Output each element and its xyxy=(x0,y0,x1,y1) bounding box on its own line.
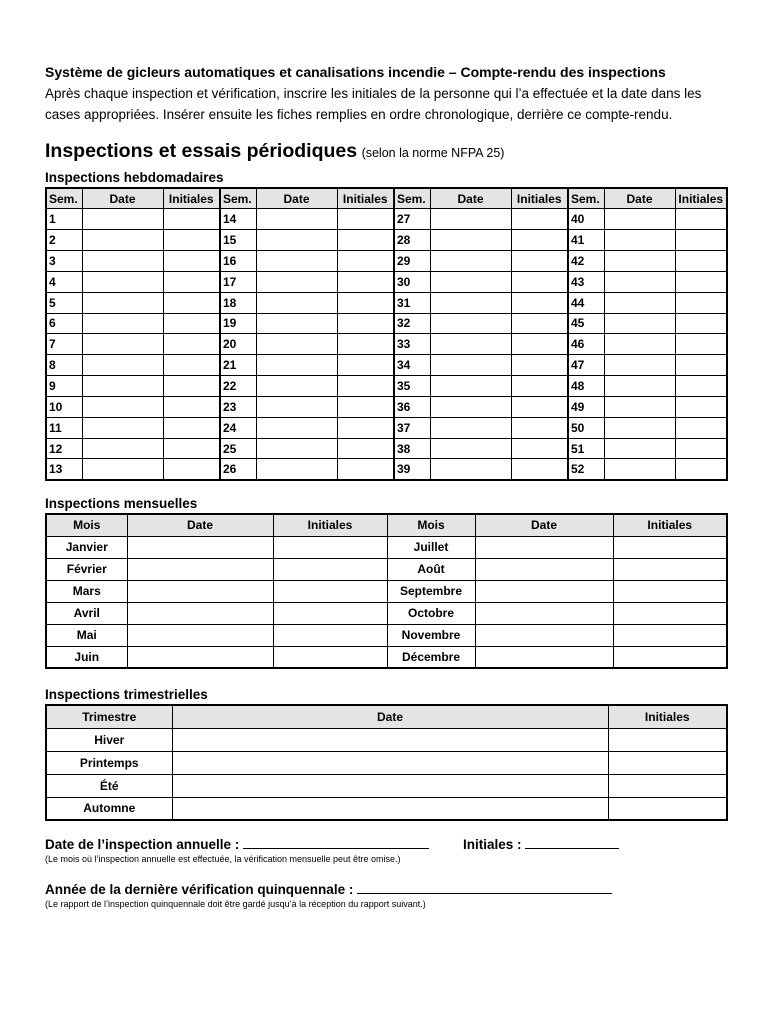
week-number: 50 xyxy=(568,417,604,438)
week-initials-cell[interactable] xyxy=(511,459,568,480)
month-initials-cell[interactable] xyxy=(273,602,387,624)
week-date-cell[interactable] xyxy=(430,271,511,292)
month-date-cell[interactable] xyxy=(475,580,613,602)
week-number: 28 xyxy=(394,230,430,251)
annual-initials-line xyxy=(463,837,619,852)
week-initials-cell[interactable] xyxy=(675,459,727,480)
weekly-col-initials-4: Initiales xyxy=(675,188,727,209)
week-number: 6 xyxy=(46,313,82,334)
month-date-cell[interactable] xyxy=(475,558,613,580)
table-row xyxy=(46,251,727,272)
week-number: 42 xyxy=(568,251,604,272)
week-initials-cell[interactable] xyxy=(511,209,568,230)
weekly-header-row xyxy=(46,188,727,209)
week-date-cell[interactable] xyxy=(430,292,511,313)
week-number: 37 xyxy=(394,417,430,438)
monthly-col-initials-2: Initiales xyxy=(613,514,727,536)
week-date-cell[interactable] xyxy=(604,313,675,334)
week-initials-cell[interactable] xyxy=(675,271,727,292)
week-date-cell[interactable] xyxy=(604,355,675,376)
week-date-cell[interactable] xyxy=(430,313,511,334)
month-initials-cell[interactable] xyxy=(273,558,387,580)
week-initials-cell[interactable] xyxy=(337,271,394,292)
week-initials-cell[interactable] xyxy=(163,396,220,417)
month-date-cell[interactable] xyxy=(127,646,273,668)
quarter-initials-cell[interactable] xyxy=(608,797,727,820)
week-date-cell[interactable] xyxy=(256,313,337,334)
month-name: Novembre xyxy=(387,624,475,646)
week-number: 48 xyxy=(568,376,604,397)
week-date-cell[interactable] xyxy=(82,251,163,272)
section-heading-title: Inspections et essais périodiques xyxy=(45,140,358,162)
annual-inspection-date-field[interactable] xyxy=(243,837,429,849)
week-initials-cell[interactable] xyxy=(337,438,394,459)
table-row xyxy=(46,558,727,580)
quarter-name: Automne xyxy=(46,797,172,820)
week-initials-cell[interactable] xyxy=(511,438,568,459)
table-row xyxy=(46,602,727,624)
week-date-cell[interactable] xyxy=(256,417,337,438)
week-initials-cell[interactable] xyxy=(163,251,220,272)
month-date-cell[interactable] xyxy=(127,580,273,602)
month-date-cell[interactable] xyxy=(475,536,613,558)
week-initials-cell[interactable] xyxy=(511,396,568,417)
table-row xyxy=(46,355,727,376)
week-initials-cell[interactable] xyxy=(675,417,727,438)
week-initials-cell[interactable] xyxy=(337,251,394,272)
annual-inspection-label: Date de l’inspection annuelle : xyxy=(45,837,240,852)
table-row xyxy=(46,271,727,292)
month-initials-cell[interactable] xyxy=(273,646,387,668)
month-name: Janvier xyxy=(46,536,127,558)
weekly-col-initials-1: Initiales xyxy=(163,188,220,209)
monthly-section-label: Inspections mensuelles xyxy=(45,496,198,511)
week-initials-cell[interactable] xyxy=(511,376,568,397)
week-date-cell[interactable] xyxy=(430,334,511,355)
week-date-cell[interactable] xyxy=(430,417,511,438)
week-number: 13 xyxy=(46,459,82,480)
weekly-col-sem-4: Sem. xyxy=(568,188,604,209)
week-date-cell[interactable] xyxy=(430,396,511,417)
table-row xyxy=(46,230,727,251)
week-initials-cell[interactable] xyxy=(163,209,220,230)
week-number: 22 xyxy=(220,376,256,397)
week-number: 2 xyxy=(46,230,82,251)
quarterly-col-quarter: Trimestre xyxy=(46,705,172,728)
week-initials-cell[interactable] xyxy=(337,209,394,230)
week-date-cell[interactable] xyxy=(82,355,163,376)
week-initials-cell[interactable] xyxy=(163,376,220,397)
month-name: Septembre xyxy=(387,580,475,602)
week-initials-cell[interactable] xyxy=(511,271,568,292)
week-number: 45 xyxy=(568,313,604,334)
week-number: 44 xyxy=(568,292,604,313)
quarter-initials-cell[interactable] xyxy=(608,728,727,751)
week-date-cell[interactable] xyxy=(82,376,163,397)
week-date-cell[interactable] xyxy=(256,209,337,230)
week-initials-cell[interactable] xyxy=(337,376,394,397)
table-row xyxy=(46,438,727,459)
week-number: 15 xyxy=(220,230,256,251)
week-date-cell[interactable] xyxy=(604,396,675,417)
quarterly-col-date: Date xyxy=(172,705,608,728)
week-number: 16 xyxy=(220,251,256,272)
month-name: Mars xyxy=(46,580,127,602)
week-date-cell[interactable] xyxy=(604,209,675,230)
week-date-cell[interactable] xyxy=(430,251,511,272)
table-row xyxy=(46,646,727,668)
week-number: 17 xyxy=(220,271,256,292)
week-initials-cell[interactable] xyxy=(337,355,394,376)
annual-inspection-line xyxy=(45,837,429,852)
month-initials-cell[interactable] xyxy=(613,558,727,580)
week-number: 41 xyxy=(568,230,604,251)
table-row xyxy=(46,417,727,438)
quarterly-header-row xyxy=(46,705,727,728)
week-number: 29 xyxy=(394,251,430,272)
week-date-cell[interactable] xyxy=(256,271,337,292)
week-number: 9 xyxy=(46,376,82,397)
week-initials-cell[interactable] xyxy=(163,438,220,459)
week-number: 4 xyxy=(46,271,82,292)
five-year-check-note: (Le rapport de l’inspection quinquennale doit être gardé jusqu’à la réception du rapport suivant.) xyxy=(45,899,426,909)
week-initials-cell[interactable] xyxy=(337,230,394,251)
week-date-cell[interactable] xyxy=(430,438,511,459)
week-initials-cell[interactable] xyxy=(163,355,220,376)
week-date-cell[interactable] xyxy=(256,251,337,272)
quarter-date-cell[interactable] xyxy=(172,774,608,797)
week-number: 35 xyxy=(394,376,430,397)
week-number: 14 xyxy=(220,209,256,230)
week-initials-cell[interactable] xyxy=(511,313,568,334)
week-date-cell[interactable] xyxy=(604,271,675,292)
weekly-col-date-4: Date xyxy=(604,188,675,209)
table-row xyxy=(46,376,727,397)
five-year-check-line xyxy=(45,882,612,897)
table-row xyxy=(46,536,727,558)
week-number: 27 xyxy=(394,209,430,230)
weekly-col-sem-1: Sem. xyxy=(46,188,82,209)
week-number: 32 xyxy=(394,313,430,334)
week-number: 1 xyxy=(46,209,82,230)
week-initials-cell[interactable] xyxy=(337,459,394,480)
month-date-cell[interactable] xyxy=(127,624,273,646)
week-initials-cell[interactable] xyxy=(511,292,568,313)
week-number: 51 xyxy=(568,438,604,459)
week-number: 31 xyxy=(394,292,430,313)
week-date-cell[interactable] xyxy=(82,230,163,251)
week-date-cell[interactable] xyxy=(604,334,675,355)
month-name: Juin xyxy=(46,646,127,668)
week-number: 25 xyxy=(220,438,256,459)
month-date-cell[interactable] xyxy=(475,624,613,646)
week-date-cell[interactable] xyxy=(430,209,511,230)
week-initials-cell[interactable] xyxy=(511,334,568,355)
week-number: 11 xyxy=(46,417,82,438)
week-date-cell[interactable] xyxy=(256,438,337,459)
table-row xyxy=(46,334,727,355)
weekly-col-date-3: Date xyxy=(430,188,511,209)
week-number: 18 xyxy=(220,292,256,313)
quarter-name: Printemps xyxy=(46,751,172,774)
weekly-col-initials-2: Initiales xyxy=(337,188,394,209)
week-number: 43 xyxy=(568,271,604,292)
month-initials-cell[interactable] xyxy=(273,536,387,558)
month-date-cell[interactable] xyxy=(475,602,613,624)
week-initials-cell[interactable] xyxy=(511,251,568,272)
week-date-cell[interactable] xyxy=(82,438,163,459)
week-initials-cell[interactable] xyxy=(337,313,394,334)
month-date-cell[interactable] xyxy=(475,646,613,668)
week-date-cell[interactable] xyxy=(256,292,337,313)
quarter-date-cell[interactable] xyxy=(172,797,608,820)
quarter-initials-cell[interactable] xyxy=(608,751,727,774)
annual-inspection-note: (Le mois où l’inspection annuelle est effectuée, la vérification mensuelle peut être omise.) xyxy=(45,854,401,864)
week-date-cell[interactable] xyxy=(82,313,163,334)
weekly-col-initials-3: Initiales xyxy=(511,188,568,209)
week-number: 19 xyxy=(220,313,256,334)
five-year-check-label: Année de la dernière vérification quinquennale : xyxy=(45,882,354,897)
monthly-col-month-1: Mois xyxy=(46,514,127,536)
week-initials-cell[interactable] xyxy=(337,292,394,313)
week-number: 20 xyxy=(220,334,256,355)
week-number: 30 xyxy=(394,271,430,292)
week-date-cell[interactable] xyxy=(604,251,675,272)
week-number: 12 xyxy=(46,438,82,459)
week-date-cell[interactable] xyxy=(82,459,163,480)
week-number: 47 xyxy=(568,355,604,376)
week-initials-cell[interactable] xyxy=(511,417,568,438)
monthly-header-row xyxy=(46,514,727,536)
document-title: Système de gicleurs automatiques et canalisations incendie – Compte-rendu des inspections xyxy=(45,64,666,80)
month-initials-cell[interactable] xyxy=(273,580,387,602)
week-date-cell[interactable] xyxy=(604,417,675,438)
week-number: 40 xyxy=(568,209,604,230)
week-initials-cell[interactable] xyxy=(675,396,727,417)
week-date-cell[interactable] xyxy=(430,355,511,376)
weekly-col-sem-3: Sem. xyxy=(394,188,430,209)
monthly-col-date-1: Date xyxy=(127,514,273,536)
week-date-cell[interactable] xyxy=(604,438,675,459)
week-initials-cell[interactable] xyxy=(163,459,220,480)
week-date-cell[interactable] xyxy=(604,230,675,251)
week-date-cell[interactable] xyxy=(430,459,511,480)
week-number: 33 xyxy=(394,334,430,355)
week-number: 23 xyxy=(220,396,256,417)
table-row xyxy=(46,624,727,646)
table-row xyxy=(46,580,727,602)
month-name: Octobre xyxy=(387,602,475,624)
quarter-date-cell[interactable] xyxy=(172,728,608,751)
week-date-cell[interactable] xyxy=(82,209,163,230)
week-initials-cell[interactable] xyxy=(511,230,568,251)
month-name: Décembre xyxy=(387,646,475,668)
week-date-cell[interactable] xyxy=(82,292,163,313)
week-number: 3 xyxy=(46,251,82,272)
month-name: Avril xyxy=(46,602,127,624)
month-initials-cell[interactable] xyxy=(273,624,387,646)
week-initials-cell[interactable] xyxy=(675,334,727,355)
intro-text-line-2: cases appropriées. Insérer ensuite les fiches remplies en ordre chronologique, derrière ce compte-rendu. xyxy=(45,107,673,122)
week-number: 24 xyxy=(220,417,256,438)
quarterly-col-initials: Initiales xyxy=(608,705,727,728)
week-initials-cell[interactable] xyxy=(675,355,727,376)
week-date-cell[interactable] xyxy=(82,271,163,292)
week-number: 34 xyxy=(394,355,430,376)
table-row xyxy=(46,774,727,797)
week-date-cell[interactable] xyxy=(430,376,511,397)
week-number: 46 xyxy=(568,334,604,355)
month-date-cell[interactable] xyxy=(127,602,273,624)
week-date-cell[interactable] xyxy=(256,376,337,397)
weekly-col-sem-2: Sem. xyxy=(220,188,256,209)
table-row xyxy=(46,313,727,334)
monthly-inspections-table xyxy=(45,513,728,669)
week-initials-cell[interactable] xyxy=(337,396,394,417)
week-number: 26 xyxy=(220,459,256,480)
table-row xyxy=(46,751,727,774)
week-number: 49 xyxy=(568,396,604,417)
weekly-col-date-1: Date xyxy=(82,188,163,209)
week-initials-cell[interactable] xyxy=(337,417,394,438)
week-number: 8 xyxy=(46,355,82,376)
month-name: Juillet xyxy=(387,536,475,558)
week-number: 38 xyxy=(394,438,430,459)
table-row xyxy=(46,292,727,313)
month-name: Août xyxy=(387,558,475,580)
table-row xyxy=(46,209,727,230)
month-initials-cell[interactable] xyxy=(613,624,727,646)
week-initials-cell[interactable] xyxy=(675,251,727,272)
quarter-name: Été xyxy=(46,774,172,797)
monthly-col-initials-1: Initiales xyxy=(273,514,387,536)
weekly-section-label: Inspections hebdomadaires xyxy=(45,170,224,185)
annual-initials-label: Initiales : xyxy=(463,837,522,852)
week-initials-cell[interactable] xyxy=(675,438,727,459)
intro-text-line-1: Après chaque inspection et vérification, inscrire les initiales de la personne qui l’a effectuée et la date dans les xyxy=(45,86,702,101)
week-initials-cell[interactable] xyxy=(163,230,220,251)
month-name: Mai xyxy=(46,624,127,646)
table-row xyxy=(46,459,727,480)
week-number: 21 xyxy=(220,355,256,376)
week-initials-cell[interactable] xyxy=(675,230,727,251)
week-date-cell[interactable] xyxy=(604,292,675,313)
section-heading-norm: (selon la norme NFPA 25) xyxy=(361,146,505,160)
week-initials-cell[interactable] xyxy=(163,271,220,292)
week-number: 39 xyxy=(394,459,430,480)
quarter-date-cell[interactable] xyxy=(172,751,608,774)
table-row xyxy=(46,797,727,820)
weekly-col-date-2: Date xyxy=(256,188,337,209)
week-initials-cell[interactable] xyxy=(675,313,727,334)
quarterly-inspections-table xyxy=(45,704,728,821)
monthly-col-month-2: Mois xyxy=(387,514,475,536)
week-initials-cell[interactable] xyxy=(337,334,394,355)
week-date-cell[interactable] xyxy=(256,230,337,251)
week-date-cell[interactable] xyxy=(604,459,675,480)
section-heading xyxy=(45,140,504,163)
week-number: 52 xyxy=(568,459,604,480)
week-number: 36 xyxy=(394,396,430,417)
week-initials-cell[interactable] xyxy=(675,376,727,397)
week-initials-cell[interactable] xyxy=(163,313,220,334)
week-initials-cell[interactable] xyxy=(675,292,727,313)
week-initials-cell[interactable] xyxy=(511,355,568,376)
annual-initials-field[interactable] xyxy=(525,837,619,849)
week-date-cell[interactable] xyxy=(256,334,337,355)
month-date-cell[interactable] xyxy=(127,558,273,580)
week-date-cell[interactable] xyxy=(256,355,337,376)
month-initials-cell[interactable] xyxy=(613,602,727,624)
five-year-check-year-field[interactable] xyxy=(357,882,612,894)
week-number: 5 xyxy=(46,292,82,313)
monthly-col-date-2: Date xyxy=(475,514,613,536)
week-date-cell[interactable] xyxy=(82,417,163,438)
week-date-cell[interactable] xyxy=(604,376,675,397)
weekly-inspections-table xyxy=(45,187,728,481)
week-initials-cell[interactable] xyxy=(163,292,220,313)
week-date-cell[interactable] xyxy=(82,396,163,417)
week-initials-cell[interactable] xyxy=(163,417,220,438)
quarter-initials-cell[interactable] xyxy=(608,774,727,797)
month-initials-cell[interactable] xyxy=(613,646,727,668)
week-number: 10 xyxy=(46,396,82,417)
quarterly-section-label: Inspections trimestrielles xyxy=(45,687,208,702)
table-row xyxy=(46,728,727,751)
week-date-cell[interactable] xyxy=(256,459,337,480)
week-date-cell[interactable] xyxy=(430,230,511,251)
week-date-cell[interactable] xyxy=(256,396,337,417)
month-initials-cell[interactable] xyxy=(613,536,727,558)
month-date-cell[interactable] xyxy=(127,536,273,558)
week-initials-cell[interactable] xyxy=(163,334,220,355)
table-row xyxy=(46,396,727,417)
month-name: Février xyxy=(46,558,127,580)
week-number: 7 xyxy=(46,334,82,355)
month-initials-cell[interactable] xyxy=(613,580,727,602)
week-date-cell[interactable] xyxy=(82,334,163,355)
quarter-name: Hiver xyxy=(46,728,172,751)
week-initials-cell[interactable] xyxy=(675,209,727,230)
